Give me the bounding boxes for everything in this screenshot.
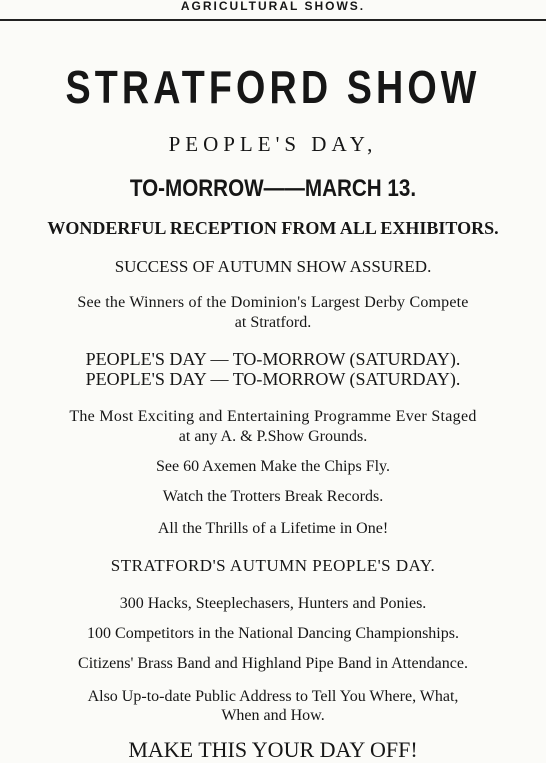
thrills-line: All the Thrills of a Lifetime in One! — [157, 521, 389, 537]
bands-line: Citizens' Brass Band and Highland Pipe Band in Attendance. — [78, 656, 468, 672]
autumn-day-line: STRATFORD'S AUTUMN PEOPLE'S DAY. — [110, 557, 436, 574]
hacks-line: 300 Hacks, Steeplechasers, Hunters and Ponies. — [119, 596, 427, 612]
closing-line: MAKE THIS YOUR DAY OFF! — [128, 739, 418, 761]
peoples-day-line-1: PEOPLE'S DAY — TO-MORROW (SATURDAY). — [85, 350, 461, 368]
address-line-2: When and How. — [221, 708, 325, 724]
trotters-line: Watch the Trotters Break Records. — [162, 489, 384, 505]
programme-line-2: at any A. & P.Show Grounds. — [178, 429, 368, 445]
header-rule — [0, 19, 546, 21]
peoples-day-line-2: PEOPLE'S DAY — TO-MORROW (SATURDAY). — [85, 370, 461, 388]
advert-title: STRATFORD SHOW — [65, 64, 481, 110]
success-line: SUCCESS OF AUTUMN SHOW ASSURED. — [114, 258, 432, 275]
address-line-1: Also Up-to-date Public Address to Tell You Where, What, — [87, 689, 459, 705]
advert-subtitle: PEOPLE'S DAY, — [168, 134, 378, 155]
programme-line-1: The Most Exciting and Entertaining Programme Ever Staged — [69, 409, 477, 425]
derby-line-2: at Stratford. — [234, 315, 312, 331]
axemen-line: See 60 Axemen Make the Chips Fly. — [155, 459, 391, 475]
section-header: AGRICULTURAL SHOWS. — [180, 0, 366, 12]
advert-date-line: TO-MORROW——MARCH 13. — [129, 177, 417, 201]
dancing-line: 100 Competitors in the National Dancing Championships. — [87, 626, 459, 642]
reception-line: WONDERFUL RECEPTION FROM ALL EXHIBITORS. — [47, 219, 499, 237]
derby-line-1: See the Winners of the Dominion's Largest Derby Compete — [77, 295, 469, 311]
